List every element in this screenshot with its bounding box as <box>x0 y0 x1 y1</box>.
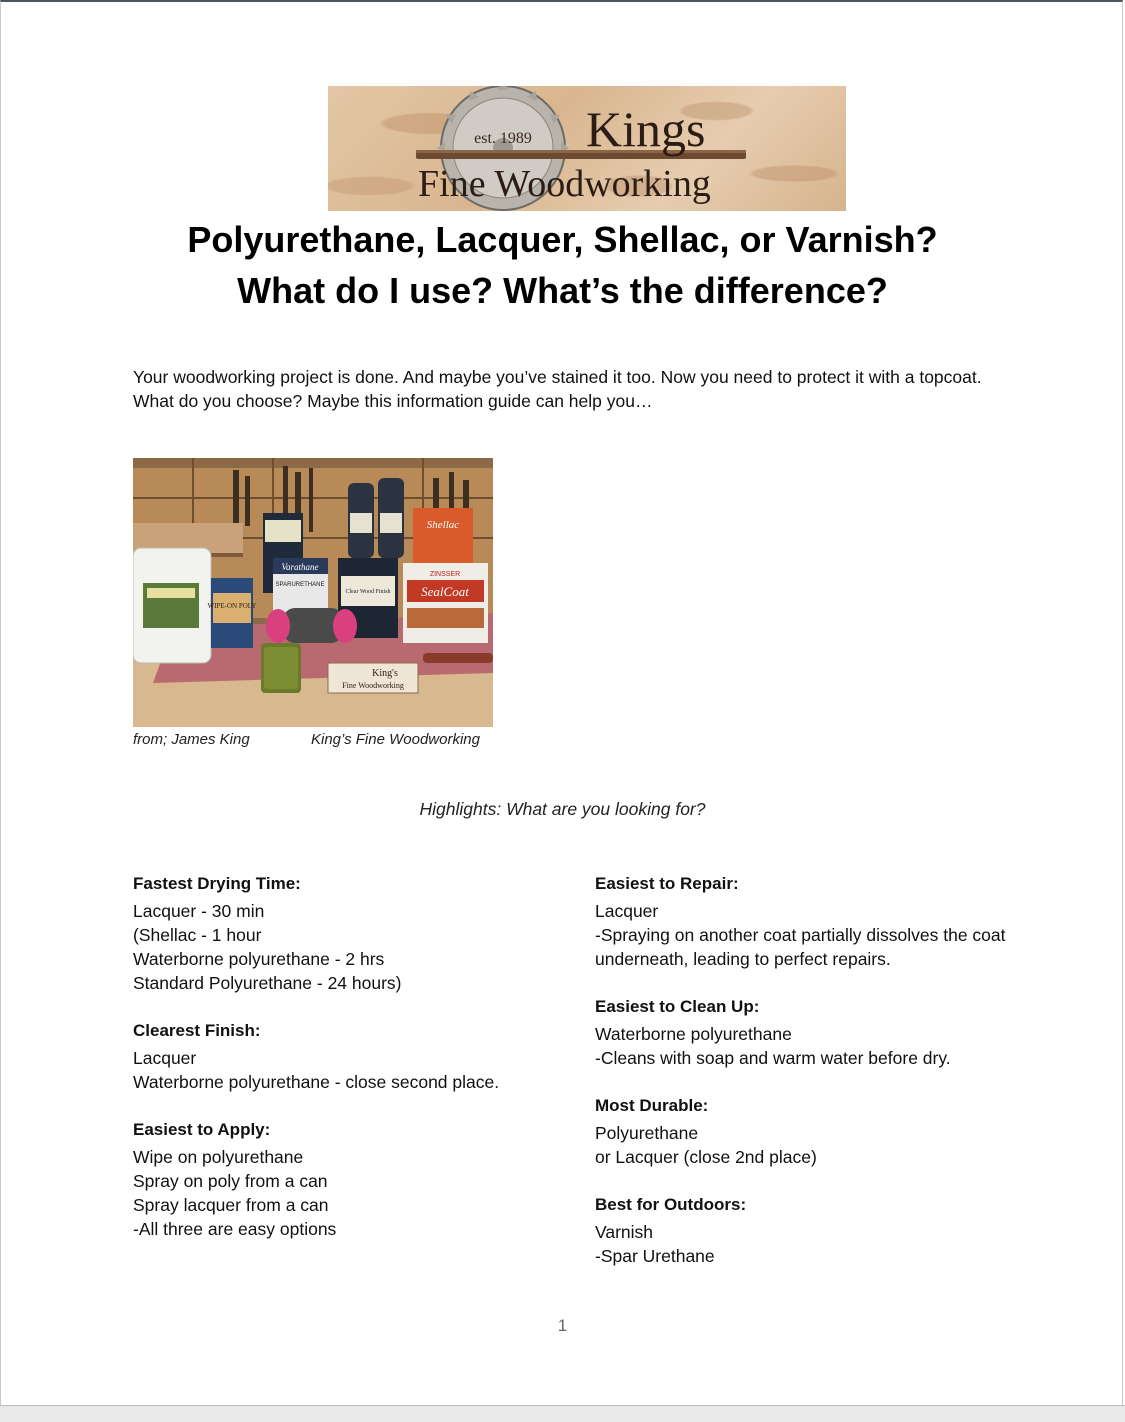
finish-products-illustration <box>133 458 493 727</box>
section-heading: Clearest Finish: <box>133 1021 261 1040</box>
photo-caption-from: from; James King <box>133 731 250 748</box>
section-most-durable <box>595 1094 1035 1169</box>
photo-kings-label: King's <box>372 668 398 679</box>
section-line: -All three are easy options <box>133 1219 337 1239</box>
left-column <box>133 872 573 1265</box>
varathane-label: Varathane <box>281 562 319 572</box>
section-line: Varnish <box>595 1222 654 1242</box>
section-line: Spray on poly from a can <box>133 1171 328 1191</box>
section-easiest-to-repair <box>595 872 1035 971</box>
section-line: (Shellac - 1 hour <box>133 925 262 945</box>
intro-paragraph: Your woodworking project is done. And maybe you’ve stained it too. Now you need to protect it with a topcoat. What do you choose? Maybe this information guide can help you… <box>133 367 982 411</box>
photo-caption-company: King’s Fine Woodworking <box>311 731 480 748</box>
page-number: 1 <box>557 1316 568 1335</box>
sparurethane-label: SPARURETHANE <box>275 582 325 588</box>
section-line: Spray lacquer from a can <box>133 1195 329 1215</box>
section-heading: Easiest to Repair: <box>595 874 739 893</box>
section-line: Lacquer <box>595 901 659 921</box>
title-line-2: What do I use? What’s the difference? <box>237 270 888 311</box>
right-column <box>595 872 1035 1292</box>
section-line: Standard Polyurethane - 24 hours) <box>133 973 402 993</box>
photo-fine-woodworking-label: Fine Woodworking <box>342 681 404 690</box>
section-best-for-outdoors <box>595 1193 1035 1268</box>
section-line: Lacquer - 30 min <box>133 901 265 921</box>
section-heading: Easiest to Apply: <box>133 1120 271 1139</box>
section-line: Waterborne polyurethane - 2 hrs <box>133 949 385 969</box>
section-line: Wipe on polyurethane <box>133 1147 304 1167</box>
section-heading: Fastest Drying Time: <box>133 874 301 893</box>
logo-fine-woodworking-text: Fine Woodworking <box>418 163 711 205</box>
logo-est-text: est. 1989 <box>474 130 532 147</box>
section-line: Polyurethane <box>595 1123 699 1143</box>
section-easiest-to-apply <box>133 1118 573 1241</box>
sealcoat-label: SealCoat <box>421 584 469 599</box>
kings-logo <box>328 86 846 211</box>
section-line: Lacquer <box>133 1048 197 1068</box>
section-clearest-finish <box>133 1019 573 1094</box>
section-heading: Best for Outdoors: <box>595 1195 747 1214</box>
section-line: Waterborne polyurethane <box>595 1024 792 1044</box>
highlights-heading: Highlights: What are you looking for? <box>419 799 706 819</box>
clear-wood-finish-label: Clear Wood Finish <box>345 589 391 595</box>
document-title <box>0 214 1125 316</box>
section-line: -Spar Urethane <box>595 1246 715 1266</box>
finishes-photo <box>133 458 493 727</box>
zinsser-label: ZINSSER <box>429 571 461 578</box>
page-gap <box>0 1405 1125 1422</box>
section-line: or Lacquer (close 2nd place) <box>595 1147 817 1167</box>
shellac-label: Shellac <box>426 519 460 531</box>
section-line: -Cleans with soap and warm water before dry. <box>595 1048 951 1068</box>
section-line: Waterborne polyurethane - close second place. <box>133 1072 500 1092</box>
section-fastest-drying <box>133 872 573 995</box>
title-line-1: Polyurethane, Lacquer, Shellac, or Varnish? <box>187 219 938 260</box>
wipe-on-poly-label: WIPE-ON POLY <box>207 602 257 610</box>
section-heading: Easiest to Clean Up: <box>595 997 760 1016</box>
section-easiest-to-clean-up <box>595 995 1035 1070</box>
logo-kings-text: Kings <box>586 101 706 157</box>
section-heading: Most Durable: <box>595 1096 709 1115</box>
section-line: -Spraying on another coat partially dissolves the coat underneath, leading to perfect repairs. <box>595 925 1006 969</box>
